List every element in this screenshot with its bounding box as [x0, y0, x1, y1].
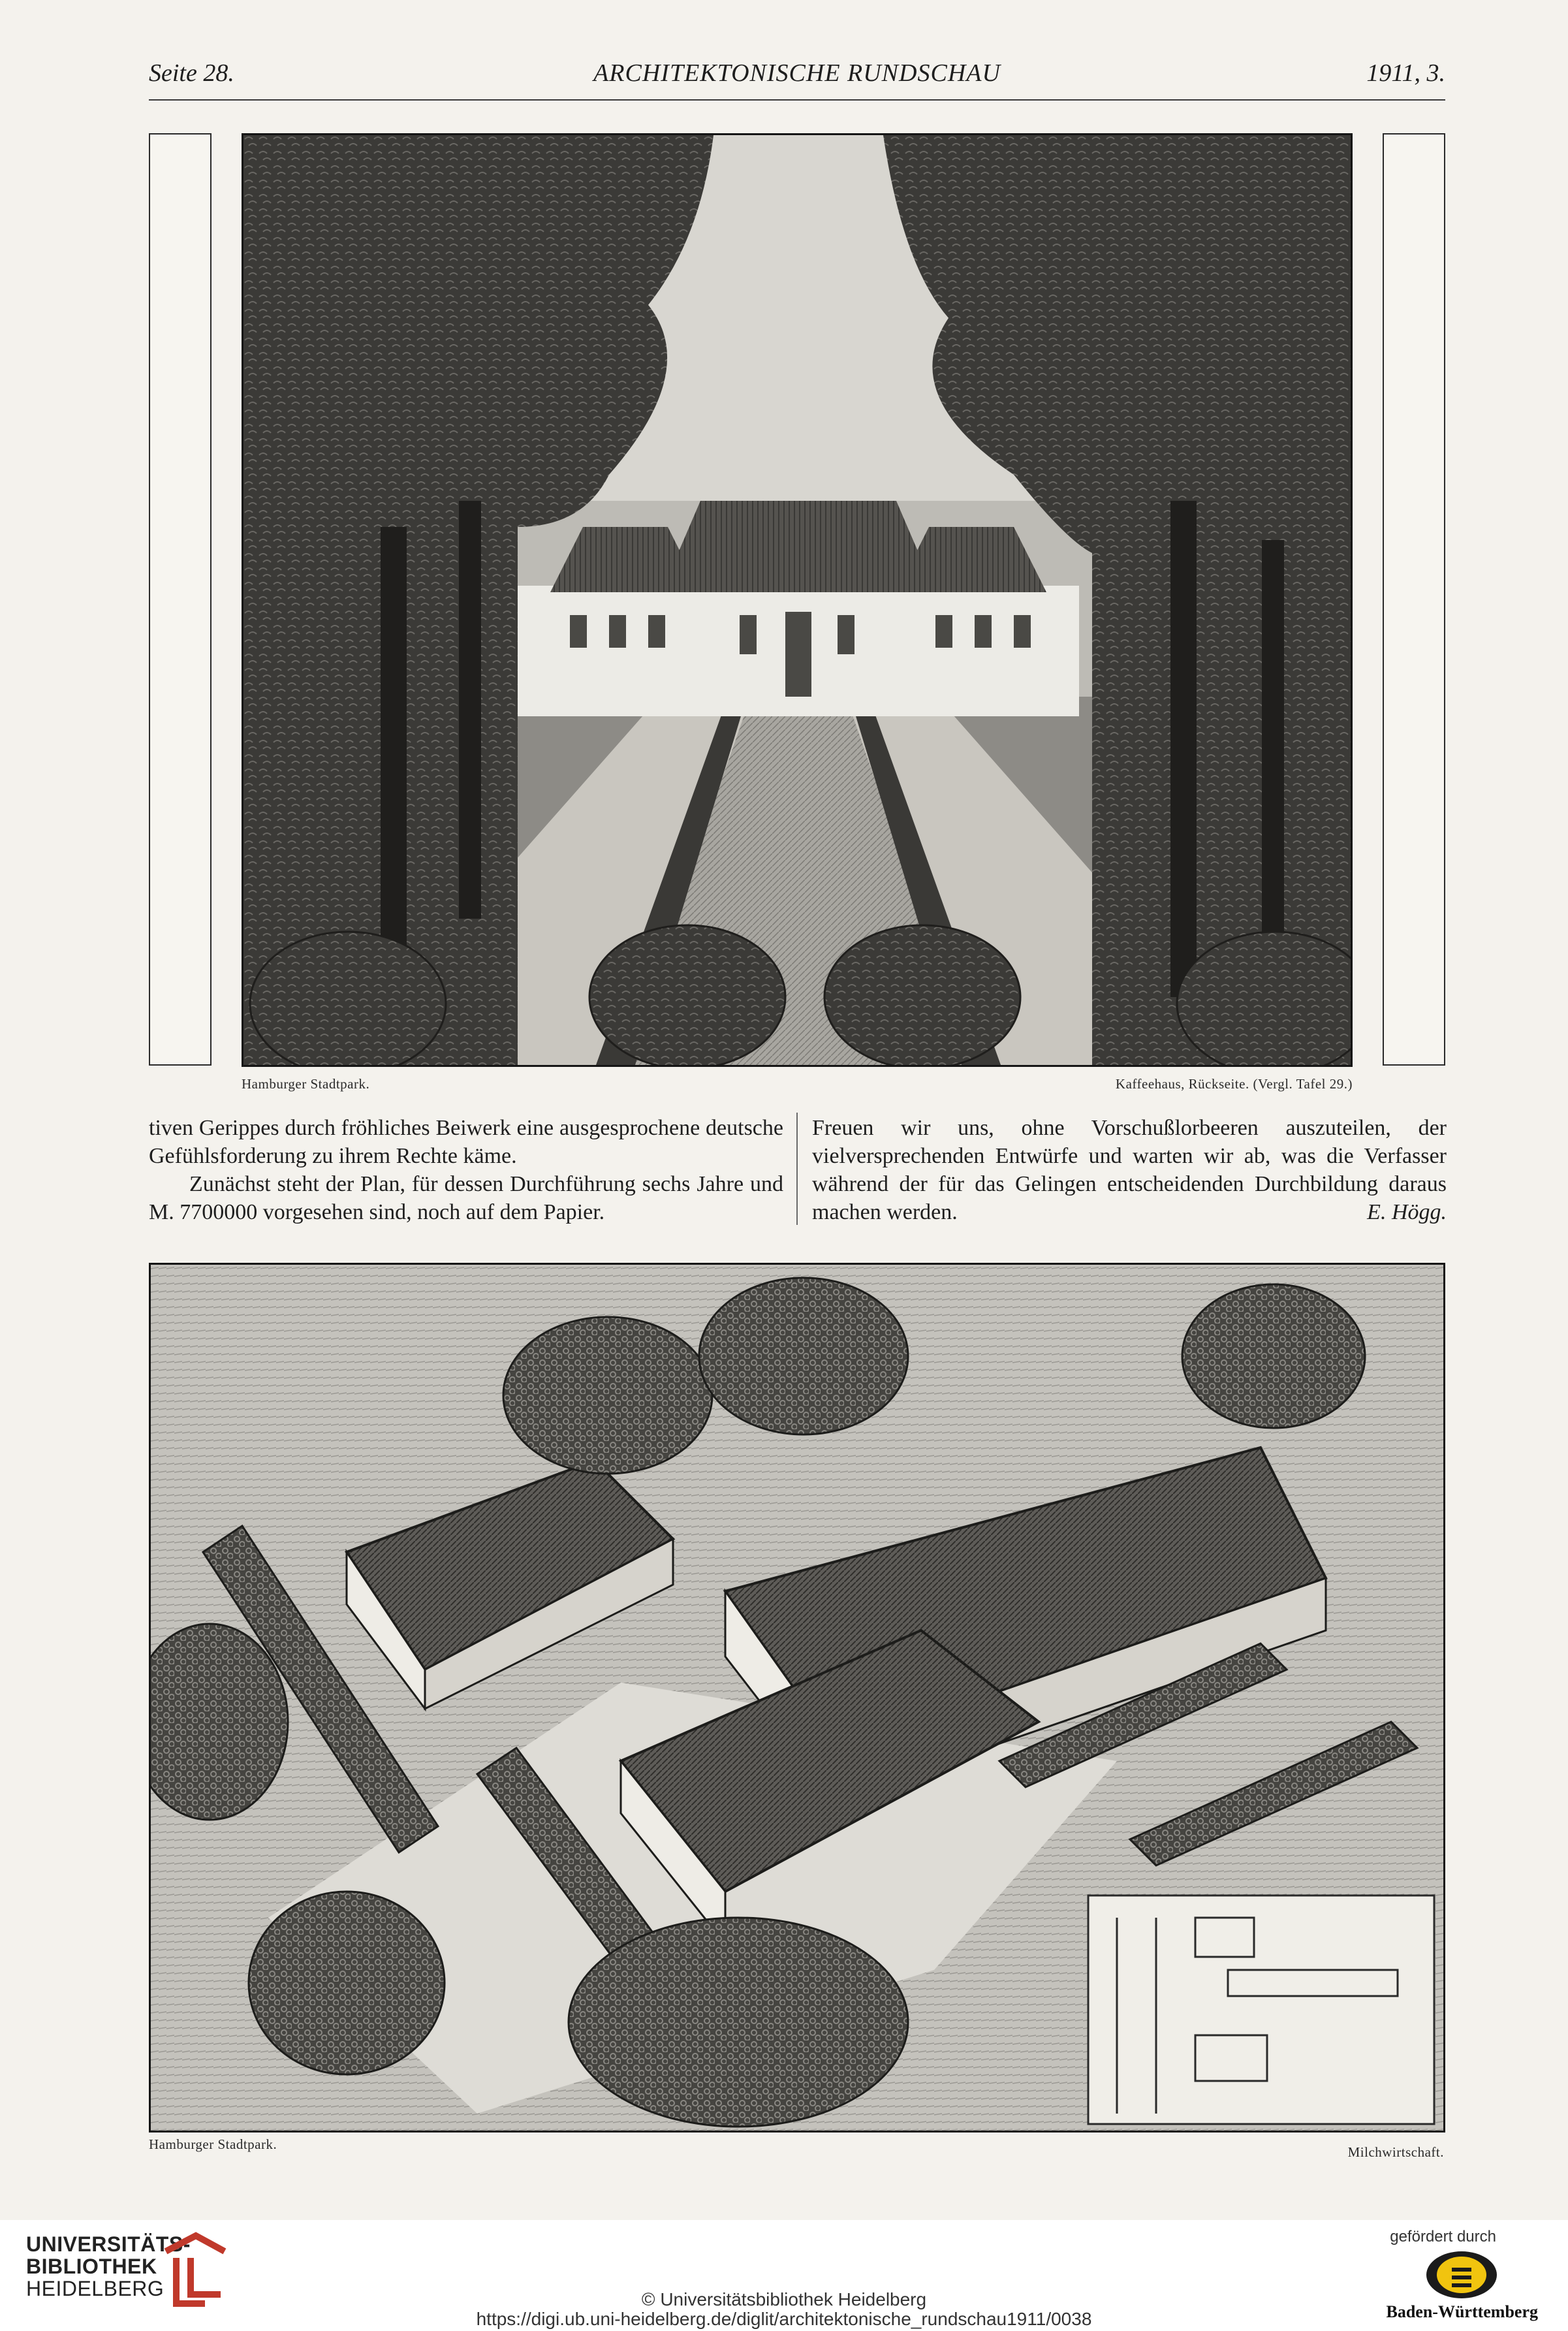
illustration-milchwirtschaft — [149, 1263, 1445, 2133]
coat-of-arms-icon — [1426, 2250, 1497, 2300]
library-line-1: UNIVERSITÄTS- — [26, 2232, 191, 2256]
running-header — [149, 59, 1445, 101]
library-line-2: BIBLIOTHEK — [26, 2255, 157, 2278]
page-number: Seite 28. — [149, 59, 234, 87]
text-column-right — [812, 1114, 1447, 1226]
source-url-link[interactable]: https://digi.ub.uni-heidelberg.de/diglit/architektonische_rundschau1911/0038 — [476, 2309, 1092, 2329]
library-line-3: HEIDELBERG — [26, 2277, 165, 2300]
issue-number: 1911, 3. — [1366, 59, 1445, 87]
column-divider — [796, 1113, 798, 1225]
state-name: Baden-Württemberg — [1386, 2302, 1538, 2321]
top-caption-left: Hamburger Stadtpark. — [242, 1076, 370, 1092]
paragraph: Zunächst steht der Plan, für dessen Durchführung sechs Jahre und M. 7700000 vorgesehen sind, noch auf dem Papier. — [149, 1172, 783, 1224]
text-column-left — [149, 1114, 783, 1226]
bottom-caption-left: Hamburger Stadtpark. — [149, 2136, 277, 2152]
top-caption-right: Kaffeehaus, Rückseite. (Vergl. Tafel 29.) — [1115, 1076, 1353, 1092]
right-frame-bar — [1383, 133, 1445, 1066]
paragraph: tiven Gerippes durch fröhliches Beiwerk eine ausgesprochene deutsche Gefühlsforderung zu ihrem Rechte käme. — [149, 1116, 783, 1168]
left-frame-bar — [149, 133, 212, 1066]
illustration-kaffeehaus — [242, 133, 1353, 1067]
paragraph — [812, 1114, 1447, 1226]
copyright-notice: © Universitätsbibliothek Heidelberg — [641, 2289, 927, 2309]
paragraph-text: Freuen wir uns, ohne Vorschußlorbeeren auszuteilen, der vielversprechenden Entwürfe und warten wir ab, was die Verfasser während der für das Gelingen entscheidenden Durchbildung daraus machen werden. — [812, 1116, 1447, 1224]
funding-label: gefördert durch — [1390, 2228, 1496, 2245]
bottom-caption-right: Milchwirtschaft. — [1347, 2144, 1444, 2160]
journal-title: ARCHITEKTONISCHE RUNDSCHAU — [593, 59, 1001, 87]
author-signature: E. Högg. — [1367, 1200, 1447, 1224]
